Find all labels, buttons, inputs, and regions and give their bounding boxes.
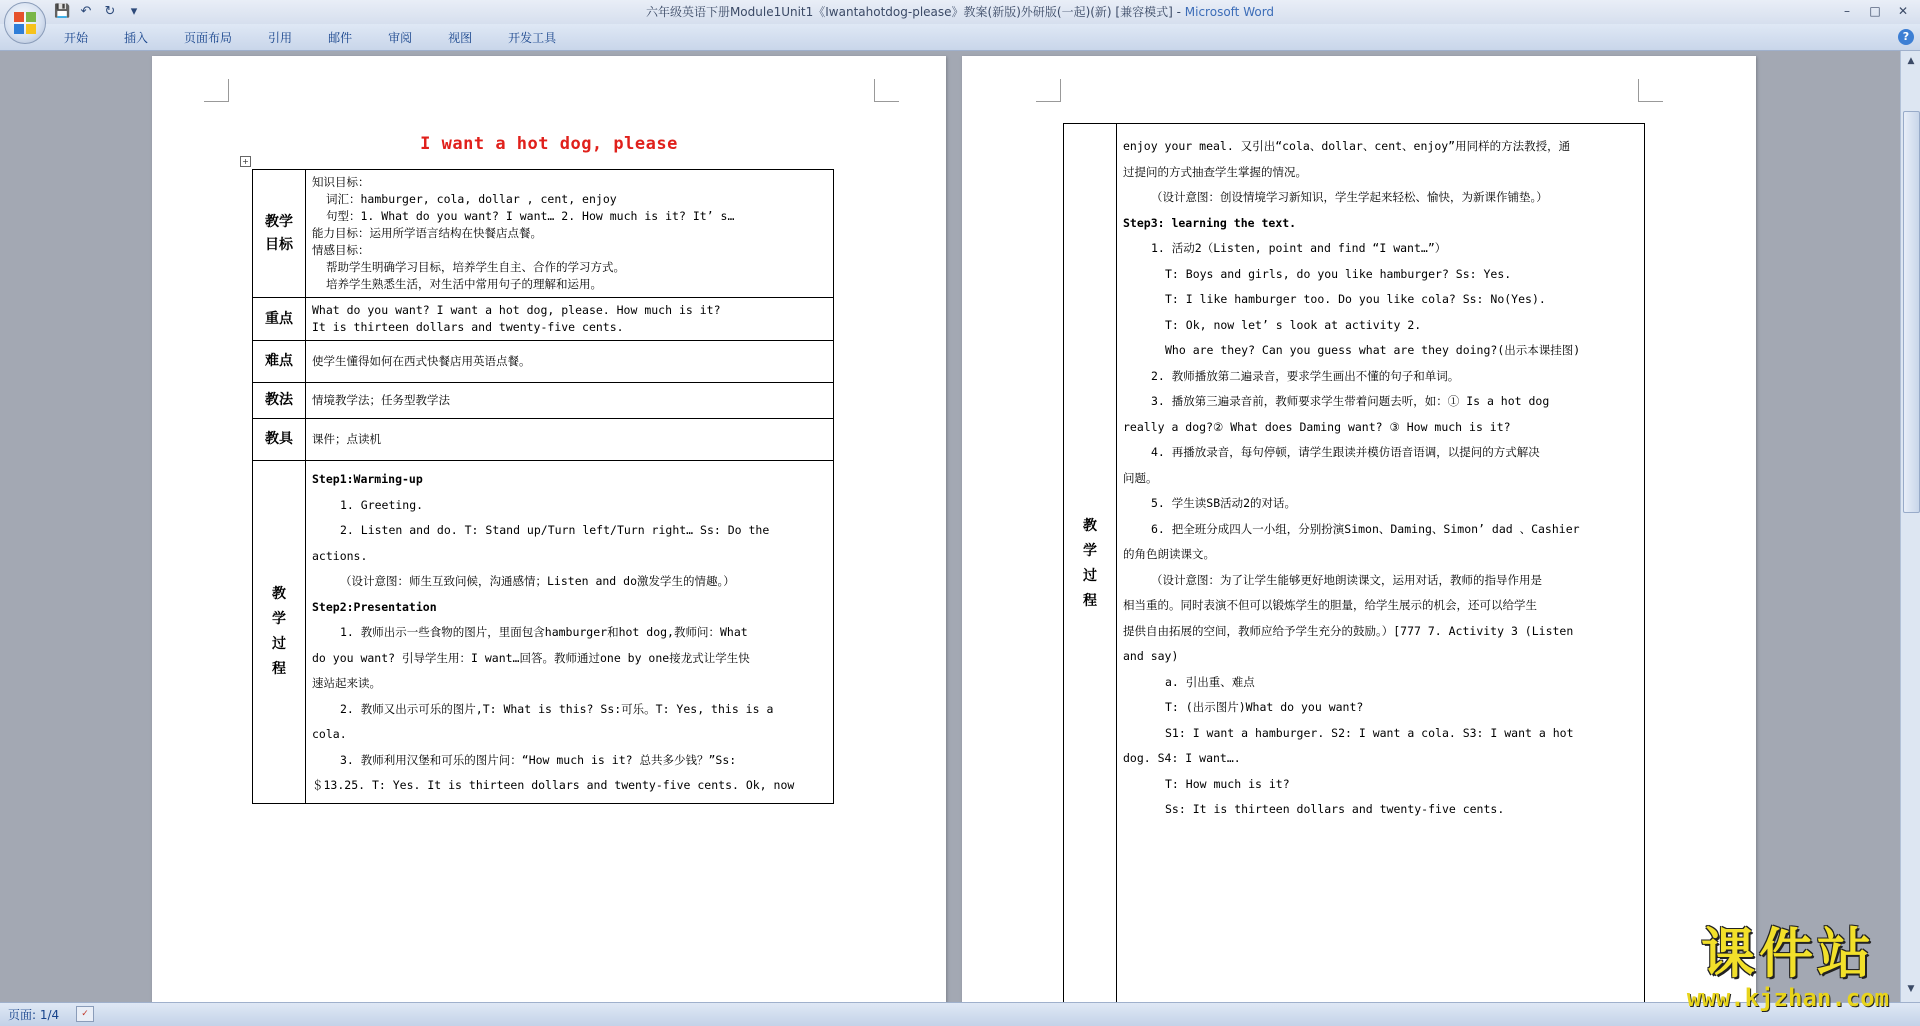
text-line: Step3: learning the text. xyxy=(1123,215,1297,230)
window-title xyxy=(0,0,1920,24)
page-indicator[interactable]: 页面: 1/4 xyxy=(8,1008,60,1022)
watermark-text: 课件站 xyxy=(1701,922,1875,985)
row-label-char: 教 xyxy=(1083,517,1097,534)
help-icon[interactable]: ? xyxy=(1898,29,1914,45)
vertical-scrollbar[interactable] xyxy=(1900,51,1920,1002)
undo-icon[interactable]: ↶ xyxy=(80,4,92,19)
text-line: Ss: It is thirteen dollars and twenty-five cents. xyxy=(1165,802,1505,816)
text-line: 提供自由拓展的空间，教师应给予学生充分的鼓励。）[777 7. Activity 3 (Listen xyxy=(1123,623,1574,638)
scroll-down-icon[interactable]: ▼ xyxy=(1907,984,1915,994)
row-label-char: 程 xyxy=(272,660,286,677)
crop-mark xyxy=(874,79,899,102)
table-move-handle-icon[interactable]: + xyxy=(240,156,251,167)
text-line: Step1:Warming-up xyxy=(312,472,423,486)
text-line: really a dog?② What does Daming want? ③ How much is it? xyxy=(1123,419,1511,434)
row-label-char: 教法 xyxy=(265,392,293,408)
row-label-char: 难点 xyxy=(265,353,293,369)
row-label xyxy=(253,419,306,461)
text-line: 速站起来读。 xyxy=(312,676,381,690)
status-bar xyxy=(0,1002,1920,1026)
customize-qat-icon[interactable]: ▾ xyxy=(130,4,138,19)
lesson-process-table xyxy=(1063,123,1645,1002)
text-line: 4. 再播放录音，每句停顿，请学生跟读并模仿语音语调，以提问的方式解决 xyxy=(1151,445,1540,459)
page-2 xyxy=(962,56,1756,1002)
text-line: （设计意图：师生互致问候，沟通感情；Listen and do激发学生的情趣。） xyxy=(340,574,735,588)
crop-mark xyxy=(1036,79,1061,102)
row-label xyxy=(253,170,306,298)
text-line: 相当重的。同时表演不但可以锻炼学生的胆量，给学生展示的机会，还可以给学生 xyxy=(1123,598,1537,612)
table-row xyxy=(1064,124,1645,1003)
ribbon-tab[interactable]: 邮件 xyxy=(328,30,353,45)
text-line: Step2:Presentation xyxy=(312,599,437,614)
row-label-char: 学 xyxy=(1083,542,1097,559)
document-title: 六年级英语下册Module1Unit1《Iwantahotdog-please》教案(新版)外研版(一起)(新) [兼容模式] - xyxy=(645,5,1185,19)
text-line: It is thirteen dollars and twenty-five cents. xyxy=(312,320,624,334)
text-line: 2. 教师又出示可乐的图片,T: What is this? Ss:可乐。T: Yes, this is a xyxy=(340,701,774,716)
row-label xyxy=(253,341,306,383)
text-line: 知识目标： xyxy=(312,175,370,189)
text-line: a. 引出重、难点 xyxy=(1165,674,1255,689)
text-line: S1: I want a hamburger. S2: I want a cola. S3: I want a hot xyxy=(1165,725,1574,740)
text-line: 情感目标： xyxy=(312,243,370,257)
row-content[interactable] xyxy=(306,341,834,383)
scroll-thumb[interactable] xyxy=(1903,111,1920,513)
ribbon-tab[interactable]: 插入 xyxy=(124,30,149,45)
text-line: 2. 教师播放第二遍录音，要求学生画出不懂的句子和单词。 xyxy=(1151,368,1460,383)
ribbon-tab[interactable]: 视图 xyxy=(448,30,473,45)
text-line: （设计意图：创设情境学习新知识，学生学起来轻松、愉快，为新课作铺垫。） xyxy=(1151,190,1548,204)
text-line: 5. 学生读SB活动2的对话。 xyxy=(1151,496,1297,510)
row-label-char: 过 xyxy=(272,635,286,652)
text-line: cola. xyxy=(312,727,347,741)
text-line: 6. 把全班分成四人一小组，分别扮演Simon、Daming、Simon’ dad 、Cashier xyxy=(1151,521,1580,536)
quick-access-toolbar xyxy=(54,3,142,21)
scroll-up-icon[interactable]: ▲ xyxy=(1907,56,1915,66)
proofing-icon[interactable]: ✓ xyxy=(76,1006,94,1022)
table-row xyxy=(253,341,834,383)
text-line: 2. Listen and do. T: Stand up/Turn left/Turn right… Ss: Do the xyxy=(340,523,770,537)
page-1 xyxy=(152,56,946,1002)
text-line: 使学生懂得如何在西式快餐店用英语点餐。 xyxy=(312,354,531,368)
redo-icon[interactable]: ↻ xyxy=(104,4,116,19)
app-name: Microsoft Word xyxy=(1184,5,1275,19)
row-label-char: 目标 xyxy=(265,236,293,253)
text-line: 情境教学法；任务型教学法 xyxy=(312,393,450,407)
lesson-plan-table xyxy=(252,169,834,804)
row-content[interactable] xyxy=(306,383,834,419)
ribbon xyxy=(0,24,1920,51)
text-line: 1. 活动2（Listen, point and find “I want…”） xyxy=(1151,241,1447,255)
document-heading: I want a hot dog, please xyxy=(420,134,678,154)
text-line: 的角色朗读课文。 xyxy=(1123,547,1215,561)
row-content[interactable] xyxy=(306,461,834,804)
text-line: 1. Greeting. xyxy=(340,497,424,512)
row-label-char: 学 xyxy=(272,610,286,627)
table-row xyxy=(253,170,834,298)
text-line: T: Ok, now let’ s look at activity 2. xyxy=(1165,317,1422,332)
text-line: 能力目标：运用所学语言结构在快餐店点餐。 xyxy=(312,226,542,240)
table-row xyxy=(253,298,834,341)
row-content[interactable] xyxy=(306,170,834,298)
office-logo-icon xyxy=(14,12,36,34)
text-line: T: How much is it? xyxy=(1165,776,1290,791)
text-line: T: Boys and girls, do you like hamburger? Ss: Yes. xyxy=(1165,266,1512,281)
row-label-char: 过 xyxy=(1083,567,1097,584)
close-button[interactable]: ✕ xyxy=(1897,4,1909,18)
text-line: and say) xyxy=(1123,649,1179,663)
row-content[interactable] xyxy=(1117,124,1645,1003)
text-line: 课件；点读机 xyxy=(312,432,381,446)
watermark xyxy=(1668,924,1908,1012)
row-content[interactable] xyxy=(306,419,834,461)
save-icon[interactable]: 💾 xyxy=(54,4,71,19)
window-controls xyxy=(1834,2,1916,20)
text-line: 1. 教师出示一些食物的图片，里面包含hamburger和hot dog,教师问：What xyxy=(340,625,748,639)
row-label-char: 教具 xyxy=(265,431,293,447)
row-label-char: 教 xyxy=(272,585,286,602)
table-row xyxy=(253,383,834,419)
text-line: 句型：1. What do you want? I want… 2. How much is it? It’ s… xyxy=(326,209,735,223)
row-label xyxy=(253,383,306,419)
row-label-char: 教学 xyxy=(265,213,293,230)
text-line: dog. S4: I want…. xyxy=(1123,751,1241,765)
text-line: 过提问的方式抽查学生掌握的情况。 xyxy=(1123,164,1307,179)
ribbon-tab[interactable]: 审阅 xyxy=(388,30,413,45)
crop-mark xyxy=(1638,79,1663,102)
title-bar xyxy=(0,0,1920,24)
text-line: T: I like hamburger too. Do you like cola? Ss: No(Yes). xyxy=(1165,292,1546,306)
table-row xyxy=(253,461,834,804)
minimize-button[interactable]: – xyxy=(1844,4,1850,18)
ribbon-tab[interactable]: 开发工具 xyxy=(508,30,557,45)
row-label-char: 重点 xyxy=(265,310,293,327)
text-line: actions. xyxy=(312,548,368,563)
text-line: 问题。 xyxy=(1123,470,1158,485)
ribbon-tab[interactable]: 页面布局 xyxy=(184,30,233,45)
text-line: 培养学生熟悉生活，对生活中常用句子的理解和运用。 xyxy=(326,277,602,291)
ribbon-tab[interactable]: 引用 xyxy=(268,30,293,45)
text-line: ＄13.25. T: Yes. It is thirteen dollars and twenty-five cents. Ok, now xyxy=(312,778,795,792)
text-line: 3. 教师利用汉堡和可乐的图片问：“How much is it? 总共多少钱？”Ss: xyxy=(340,752,737,767)
text-line: （设计意图：为了让学生能够更好地朗读课文，运用对话，教师的指导作用是 xyxy=(1151,572,1542,587)
row-label xyxy=(253,461,306,804)
table-row xyxy=(253,419,834,461)
ribbon-tab[interactable]: 开始 xyxy=(64,30,89,45)
ribbon-tabs xyxy=(60,24,588,50)
row-label xyxy=(1064,124,1117,1003)
row-label xyxy=(253,298,306,341)
text-line: do you want? 引导学生用：I want…回答。教师通过one by one接龙式让学生快 xyxy=(312,650,750,665)
crop-mark xyxy=(204,79,229,102)
watermark-url: www.kjzhan.com xyxy=(1686,984,1890,1012)
text-line: T: (出示图片)What do you want? xyxy=(1165,700,1364,714)
row-content[interactable] xyxy=(306,298,834,341)
text-line: 3. 播放第三遍录音前，教师要求学生带着问题去听，如：① Is a hot dog xyxy=(1151,394,1550,408)
text-line: 帮助学生明确学习目标，培养学生自主、合作的学习方式。 xyxy=(326,260,625,274)
text-line: Who are they? Can you guess what are they doing?(出示本课挂图) xyxy=(1165,343,1581,357)
text-line: What do you want? I want a hot dog, please. How much is it? xyxy=(312,303,721,317)
office-button[interactable] xyxy=(4,2,46,44)
text-line: 词汇：hamburger, cola, dollar , cent, enjoy xyxy=(326,192,617,206)
document-workspace xyxy=(0,51,1900,1002)
maximize-button[interactable]: □ xyxy=(1869,4,1881,18)
row-label-char: 程 xyxy=(1083,592,1097,609)
text-line: enjoy your meal. 又引出“cola、dollar、cent、enjoy”用同样的方法教授，通 xyxy=(1123,139,1571,153)
